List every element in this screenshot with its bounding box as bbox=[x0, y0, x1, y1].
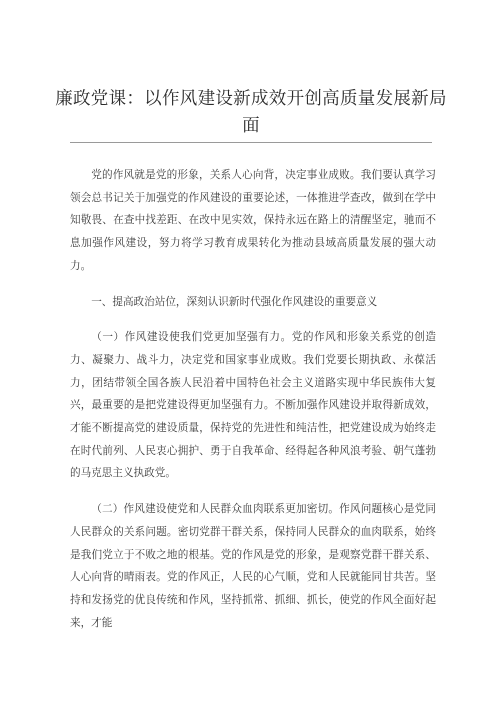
document-title: 廉政党课：以作风建设新成效开创高质量发展新局面 bbox=[55, 89, 447, 136]
intro-paragraph: 党的作风就是党的形象，关系人心向背，决定事业成败。我们要认真学习领会总书记关于加强党的作风建设的重要论述，一体推进学查改，做到在学中知敬畏、在查中找差距、在改中见实效，保持永远在路上的清醒坚定，驰而不息加强作风建设，努力将学习教育成果转化为推动县域高质量发展的强大动力。 bbox=[70, 169, 436, 272]
document-body bbox=[70, 164, 436, 647]
body-paragraph: （二）作风建设使党和人民群众血肉联系更加密切。作风问题核心是党同人民群众的关系问题。密切党群干群关系，保持同人民群众的血肉联系，始终是我们党立于不败之地的根基。党的作风是党的形象，是观察党群干群关系、人心向背的晴雨表。党的作风正，人民的心气顺，党和人民就能同甘共苦。坚持和发扬党的优良传统和作风，坚持抓常、抓细、抓长，使党的作风全面好起来，才能 bbox=[70, 503, 436, 629]
section-heading: 一、提高政治站位，深刻认识新时代强化作风建设的重要意义 bbox=[91, 295, 378, 308]
title-divider bbox=[70, 142, 432, 143]
body-paragraph: （一）作风建设使我们党更加坚强有力。党的作风和形象关系党的创造力、凝聚力、战斗力，决定党和国家事业成败。我们党要长期执政、永葆活力，团结带领全国各族人民沿着中国特色社会主义道路实现中华民族伟大复兴，最重要的是把党建设得更加坚强有力。不断加强作风建设并取得新成效，才能不断提高党的建设质量，保持党的先进性和纯洁性，把党建设成为始终走在时代前列、人民衷心拥护、勇于自我革命、经得起各种风浪考验、朝气蓬勃的马克思主义执政党。 bbox=[70, 331, 436, 480]
